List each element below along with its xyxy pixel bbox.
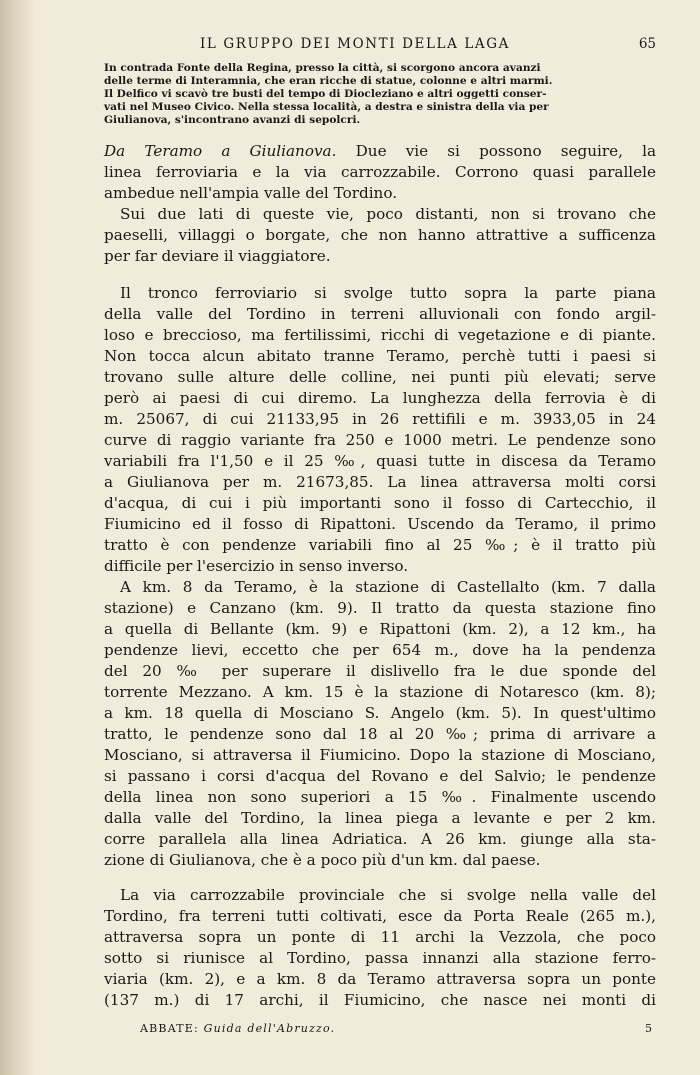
page-number: 65 bbox=[638, 36, 656, 52]
paragraph-line: curve di raggio variante fra 250 e 1000 metri. Le pendenze sono bbox=[104, 431, 656, 449]
paragraph-line: d'acqua, di cui i più importanti sono il fosso di Cartecchio, il bbox=[104, 494, 656, 512]
signature-mark: 5 bbox=[645, 1022, 652, 1035]
page-gutter-shadow bbox=[0, 0, 34, 1075]
paragraph-line: dalla valle del Tordino, la linea piega a levante e per 2 km. bbox=[104, 809, 656, 827]
paragraph-line: torrente Mezzano. A km. 15 è la stazione di Notaresco (km. 8); bbox=[104, 683, 656, 701]
paragraph-line: ambedue nell'ampia valle del Tordino. bbox=[104, 184, 398, 202]
paragraph-line: (137 m.) di 17 archi, il Fiumicino, che nasce nei monti di bbox=[104, 991, 656, 1009]
footer-author: ABBATE: bbox=[140, 1022, 199, 1035]
heading-continuation: Due vie si possono seguire, la bbox=[355, 142, 657, 160]
running-header bbox=[104, 34, 656, 58]
paragraph-line: Non tocca alcun abitato tranne Teramo, perchè tutti i paesi si bbox=[104, 347, 656, 365]
paragraph-line: difficile per l'esercizio in senso inverso. bbox=[104, 557, 409, 575]
note-line: vati nel Museo Civico. Nella stessa località, a destra e sinistra della via per bbox=[104, 101, 549, 113]
paragraph-line: tratto è con pendenze variabili fino al 25 ‰; è il tratto più bbox=[104, 536, 656, 554]
paragraph-line: tratto, le pendenze sono dal 18 al 20 ‰; prima di arrivare a bbox=[104, 725, 656, 743]
paragraph-line: Fiumicino ed il fosso di Ripattoni. Uscendo da Teramo, il primo bbox=[104, 515, 656, 533]
paragraph-line: linea ferroviaria e la via carrozzabile. Corrono quasi parallele bbox=[104, 163, 656, 181]
paragraph-line: a km. 18 quella di Mosciano S. Angelo (km. 5). In quest'ultimo bbox=[104, 704, 656, 722]
paragraph-line: paeselli, villaggi o borgate, che non hanno attrattive a sufficenza bbox=[104, 226, 656, 244]
section-heading: Da Teramo a Giulianova. bbox=[104, 142, 337, 160]
paragraph-line: si passano i corsi d'acqua del Rovano e del Salvio; le pendenze bbox=[104, 767, 656, 785]
paragraph-line: viaria (km. 2), e a km. 8 da Teramo attraversa sopra un ponte bbox=[104, 970, 656, 988]
paragraph-line: variabili fra l'1,50 e il 25 ‰, quasi tutte in discesa da Teramo bbox=[104, 452, 656, 470]
paragraph-line: A km. 8 da Teramo, è la stazione di Castellalto (km. 7 dalla bbox=[120, 578, 656, 596]
paragraph-line bbox=[104, 141, 656, 162]
paragraph-line: attraversa sopra un ponte di 11 archi la Vezzola, che poco bbox=[104, 928, 656, 946]
section-teramo-giulianova bbox=[104, 141, 656, 267]
paragraph-line: Il tronco ferroviario si svolge tutto sopra la parte piana bbox=[120, 284, 656, 302]
paragraph-line: a Giulianova per m. 21673,85. La linea attraversa molti corsi bbox=[104, 473, 656, 491]
section-ferrovia bbox=[104, 283, 656, 871]
footnote-block bbox=[104, 62, 656, 127]
paragraph-line: sotto si riunisce al Tordino, passa innanzi alla stazione ferro- bbox=[104, 949, 656, 967]
paragraph-line: corre parallela alla linea Adriatica. A 26 km. giunge alla sta- bbox=[104, 830, 656, 848]
footer-work-title: Guida dell'Abruzzo. bbox=[203, 1022, 336, 1035]
paragraph-line: Tordino, fra terreni tutti coltivati, esce da Porta Reale (265 m.), bbox=[104, 907, 656, 925]
note-line: Il Delfico vi scavò tre busti del tempo di Diocleziano e altri oggetti conser- bbox=[104, 88, 547, 100]
section-via-carrozzabile bbox=[104, 885, 656, 1011]
note-line: delle terme di Interamnia, che eran ricche di statue, colonne e altri marmi. bbox=[104, 75, 553, 87]
paragraph-line: della linea non sono superiori a 15 ‰. Finalmente uscendo bbox=[104, 788, 656, 806]
paragraph-line: però ai paesi di cui diremo. La lunghezza della ferrovia è di bbox=[104, 389, 656, 407]
note-line: Giulianova, s'incontrano avanzi di sepolcri. bbox=[104, 114, 361, 126]
paragraph-line: della valle del Tordino in terreni alluvionali con fondo argil- bbox=[104, 305, 656, 323]
paragraph-line: Mosciano, si attraversa il Fiumicino. Dopo la stazione di Mosciano, bbox=[104, 746, 656, 764]
paragraph-line: del 20 ‰ per superare il dislivello fra le due sponde del bbox=[104, 662, 656, 680]
page-footer bbox=[140, 1022, 660, 1040]
note-line: In contrada Fonte della Regina, presso la città, si scorgono ancora avanzi bbox=[104, 62, 541, 74]
paragraph-line: Sui due lati di queste vie, poco distanti, non si trovano che bbox=[120, 205, 656, 223]
paragraph-line: La via carrozzabile provinciale che si svolge nella valle del bbox=[120, 886, 656, 904]
paragraph-line: pendenze lievi, eccetto che per 654 m., dove ha la pendenza bbox=[104, 641, 656, 659]
paragraph-line: trovano sulle alture delle colline, nei punti più elevati; serve bbox=[104, 368, 656, 386]
paragraph-line: loso e breccioso, ma fertilissimi, ricchi di vegetazione e di piante. bbox=[104, 326, 656, 344]
paragraph-line: per far deviare il viaggiatore. bbox=[104, 247, 331, 265]
paragraph-line: a quella di Bellante (km. 9) e Ripattoni (km. 2), a 12 km., ha bbox=[104, 620, 656, 638]
book-page bbox=[104, 34, 656, 1011]
paragraph-line: m. 25067, di cui 21133,95 in 26 rettifili e m. 3933,05 in 24 bbox=[104, 410, 656, 428]
paragraph-line: zione di Giulianova, che è a poco più d'un km. dal paese. bbox=[104, 851, 541, 869]
paragraph-line: stazione) e Canzano (km. 9). Il tratto da questa stazione fino bbox=[104, 599, 656, 617]
running-title: IL GRUPPO DEI MONTI DELLA LAGA bbox=[200, 36, 510, 52]
